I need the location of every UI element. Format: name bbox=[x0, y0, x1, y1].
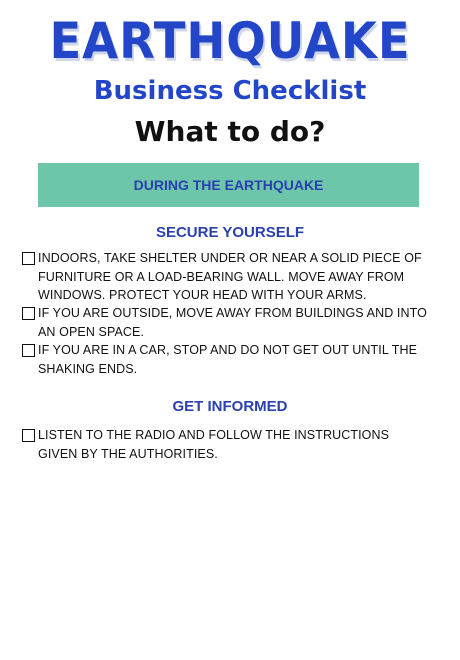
checklist-item bbox=[22, 341, 432, 378]
checkbox[interactable] bbox=[22, 307, 35, 320]
checklist-item bbox=[22, 426, 432, 463]
checklist-item-text: IF YOU ARE IN A CAR, STOP AND DO NOT GET OUT UNTIL THE SHAKING ENDS. bbox=[38, 343, 418, 376]
checkbox[interactable] bbox=[22, 429, 35, 442]
checklist-item-text: IF YOU ARE OUTSIDE, MOVE AWAY FROM BUILDINGS AND INTO AN OPEN SPACE. bbox=[38, 306, 427, 339]
checkbox[interactable] bbox=[22, 252, 35, 265]
checklist-item-text: LISTEN TO THE RADIO AND FOLLOW THE INSTRUCTIONS GIVEN BY THE AUTHORITIES. bbox=[38, 428, 390, 461]
checklist-item bbox=[22, 304, 432, 341]
page-title: EARTHQUAKE bbox=[49, 12, 411, 70]
checkbox[interactable] bbox=[22, 344, 35, 357]
section-heading-informed: GET INFORMED bbox=[172, 398, 288, 415]
section-banner bbox=[38, 163, 419, 207]
checklist-item-text: INDOORS, TAKE SHELTER UNDER OR NEAR A SOLID PIECE OF FURNITURE OR A LOAD-BEARING WALL. MOVE AWAY FROM WINDOWS. PROTECT YOUR HEAD WITH YOUR ARMS. bbox=[38, 251, 422, 302]
checklist-item bbox=[22, 249, 432, 305]
page-subtitle: Business Checklist bbox=[93, 76, 367, 106]
section-heading-secure: SECURE YOURSELF bbox=[155, 224, 305, 241]
banner-label: DURING THE EARTHQUAKE bbox=[133, 177, 324, 193]
page-question: What to do? bbox=[134, 115, 326, 148]
